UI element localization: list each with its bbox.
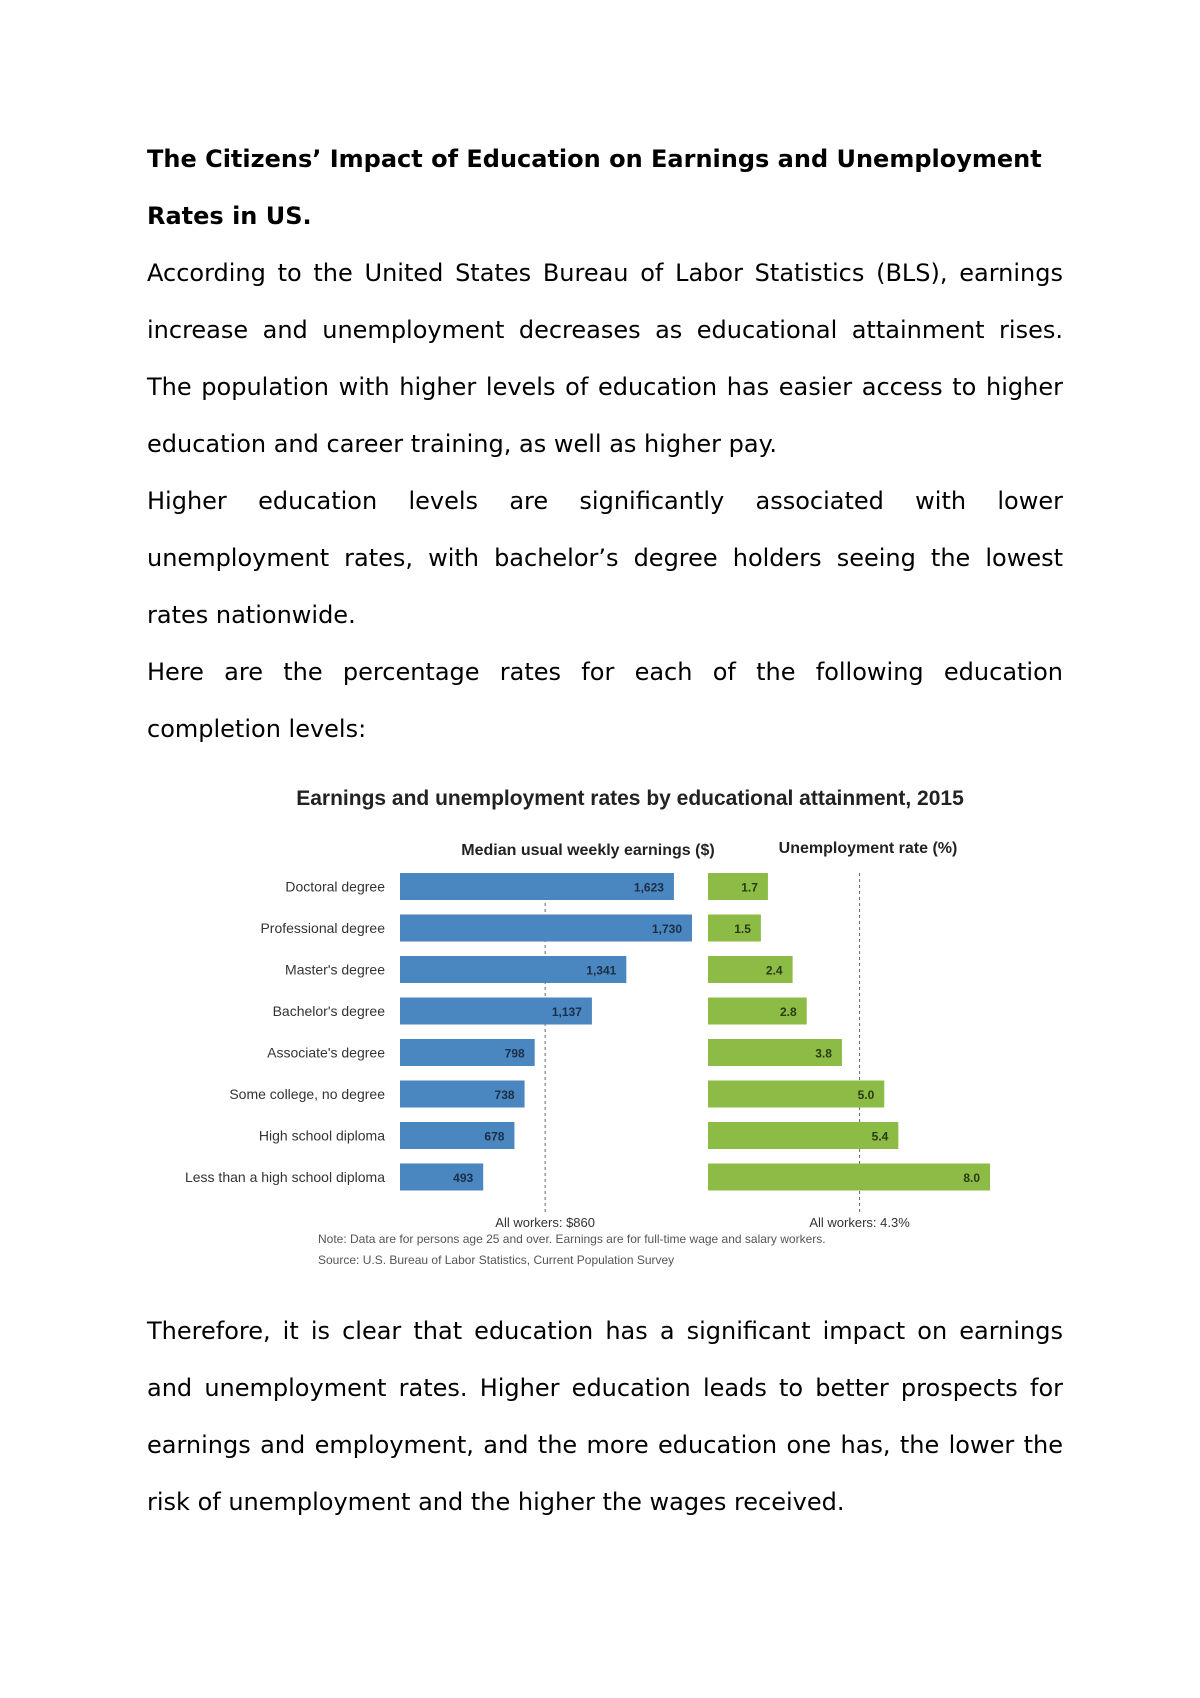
earnings-data-label: 1,137: [551, 1005, 582, 1019]
category-label: Less than a high school diploma: [184, 1169, 385, 1185]
chart-plot-area: [185, 873, 990, 1230]
paragraph-3: [147, 644, 1063, 758]
category-label: Professional degree: [260, 920, 385, 936]
chart-svg: [160, 775, 1020, 1285]
paragraph-1-text: According to the United States Bureau of Labor Statistics (BLS), earnings increase and unemployment decreases as educational attainment rises. The population with higher levels of education has easier access to higher education and career training, as well as higher pay.: [147, 259, 1063, 458]
category-label: Associate's degree: [267, 1044, 385, 1061]
unemployment-bar: [708, 1164, 990, 1191]
earnings-reference-label: All workers: $860: [495, 1215, 596, 1230]
category-label: Some college, no degree: [229, 1086, 385, 1102]
category-label: High school diploma: [258, 1127, 385, 1144]
paragraph-3-text: Here are the percentage rates for each of the following education completion levels:: [147, 658, 1063, 743]
unemployment-data-label: 5.0: [857, 1088, 875, 1102]
education-chart: [160, 775, 1020, 1285]
unemployment-reference-label: All workers: 4.3%: [809, 1215, 910, 1230]
unemployment-data-label: 8.0: [963, 1171, 980, 1185]
unemployment-series-title: Unemployment rate (%): [778, 840, 958, 857]
chart-note: Note: Data are for persons age 25 and over. Earnings are for full-time wage and salary workers.: [318, 1232, 826, 1246]
paragraph-1: [147, 245, 1063, 473]
document-title-text: The Citizens’ Impact of Education on Earnings and Unemployment Rates in US.: [147, 145, 1042, 230]
unemployment-data-label: 2.8: [780, 1005, 797, 1019]
earnings-data-label: 798: [504, 1046, 525, 1061]
earnings-data-label: 1,730: [651, 922, 682, 936]
unemployment-data-label: 2.4: [765, 963, 783, 978]
earnings-data-label: 1,623: [633, 880, 664, 895]
chart-source: Source: U.S. Bureau of Labor Statistics, Current Population Survey: [318, 1253, 675, 1267]
earnings-bar: [400, 915, 692, 942]
earnings-data-label: 678: [484, 1129, 505, 1144]
category-label: Master's degree: [285, 961, 385, 978]
earnings-data-label: 1,341: [586, 963, 617, 978]
earnings-data-label: 493: [453, 1171, 474, 1185]
document-title: [147, 131, 1063, 245]
unemployment-data-label: 3.8: [815, 1046, 832, 1061]
paragraph-2: [147, 473, 1063, 644]
earnings-bar: [400, 873, 674, 900]
chart-title: Earnings and unemployment rates by educational attainment, 2015: [296, 787, 964, 810]
unemployment-data-label: 5.4: [871, 1129, 889, 1144]
unemployment-bar: [708, 873, 768, 900]
paragraph-4: [147, 1303, 1063, 1531]
unemployment-data-label: 1.5: [734, 922, 751, 936]
paragraph-4-text: Therefore, it is clear that education has a significant impact on earnings and unemployment rates. Higher education leads to better prospects for earnings and employment, and the more education one has, the lower the risk of unemployment and the higher the wages received.: [147, 1317, 1063, 1516]
unemployment-data-label: 1.7: [741, 880, 758, 895]
paragraph-2-text: Higher education levels are significantly associated with lower unemployment rates, with bachelor’s degree holders seeing the lowest rates nationwide.: [147, 487, 1063, 629]
earnings-series-title: Median usual weekly earnings ($): [461, 842, 715, 859]
category-label: Bachelor's degree: [272, 1003, 385, 1019]
category-label: Doctoral degree: [285, 878, 385, 895]
unemployment-bar: [708, 1122, 898, 1149]
earnings-data-label: 738: [494, 1088, 515, 1102]
